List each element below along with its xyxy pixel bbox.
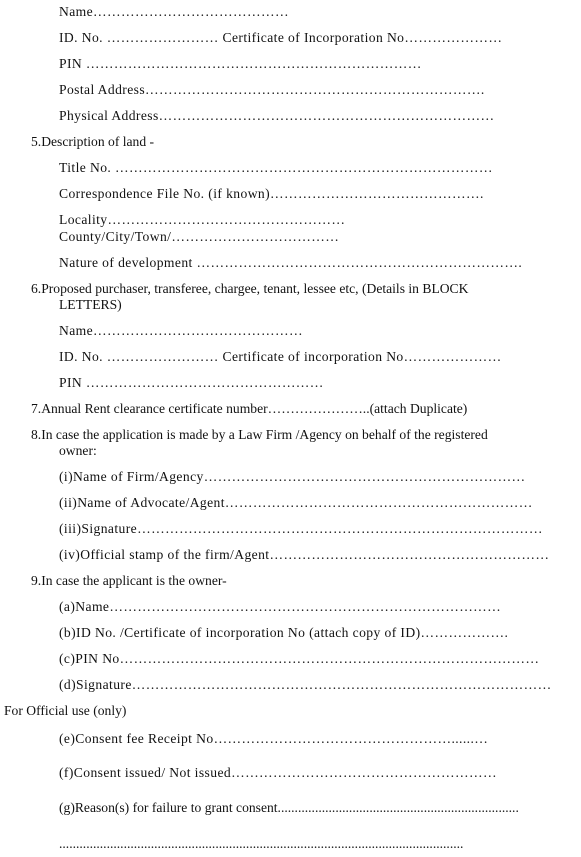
purchaser-name-line: Name……………………………………… — [59, 323, 303, 338]
section-8-heading: 8.In case the application is made by a Law Firm /Agency on behalf of the registered — [31, 427, 488, 442]
locality-line: Locality…………………………………………… — [59, 212, 346, 227]
firm-name-line: (i)Name of Firm/Agency…………………………………………………………… — [59, 469, 526, 484]
section-7-line: 7.Annual Rent clearance certificate number…………………..(attach Duplicate) — [31, 401, 468, 416]
correspondence-file-line: Correspondence File No. (if known)………………………………………. — [59, 186, 484, 201]
applicant-pin-line: (c)PIN No……………………………………………………………………………… — [59, 651, 540, 666]
county-line: County/City/Town/……………………………… — [59, 229, 340, 244]
owner-physical-address-line: Physical Address……………………………………………………………… — [59, 108, 495, 123]
consent-fee-receipt-line: (e)Consent fee Receipt No……………………………………………......… — [59, 731, 489, 746]
section-5-heading: 5.Description of land - — [31, 134, 155, 149]
advocate-name-line: (ii)Name of Advocate/Agent………………………………………………………… — [59, 495, 533, 510]
applicant-signature-line: (d)Signature……………………………………………………………………………… — [59, 677, 552, 692]
section-6-heading-cont: LETTERS) — [59, 297, 122, 312]
owner-name-line: Name…………………………………… — [59, 4, 289, 19]
consent-issued-line: (f)Consent issued/ Not issued………………………………………………… — [59, 765, 497, 780]
owner-pin-line: PIN ……………………………………………………………… — [59, 56, 422, 71]
title-no-line: Title No. ……………………………………………………………………… — [59, 160, 493, 175]
failure-reason-continuation-line: ....................................................................................................................... — [59, 836, 464, 851]
owner-id-line: ID. No. …………………… Certificate of Incorporation No………………… — [59, 30, 503, 45]
nature-of-development-line: Nature of development ……………………………………………………………. — [59, 255, 523, 270]
section-8-heading-cont: owner: — [59, 443, 97, 458]
section-6-heading: 6.Proposed purchaser, transferee, chargee, tenant, lessee etc, (Details in BLOCK — [31, 281, 469, 296]
applicant-id-line: (b)ID No. /Certificate of incorporation No (attach copy of ID)………………. — [59, 625, 509, 640]
official-stamp-line: (iv)Official stamp of the firm/Agent…………………………………………………… — [59, 547, 550, 562]
failure-reason-line: (g)Reason(s) for failure to grant consent....................................................................... — [59, 800, 519, 815]
section-9-heading: 9.In case the applicant is the owner- — [31, 573, 227, 588]
official-use-heading: For Official use (only) — [4, 703, 127, 718]
applicant-name-line: (a)Name………………………………………………………………………… — [59, 599, 502, 614]
purchaser-id-line: ID. No. …………………… Certificate of incorporation No………………… — [59, 349, 502, 364]
purchaser-pin-line: PIN …………………………………………… — [59, 375, 324, 390]
owner-postal-address-line: Postal Address………………………………………………………………. — [59, 82, 485, 97]
agent-signature-line: (iii)Signature…………………………………………………………………………… — [59, 521, 543, 536]
